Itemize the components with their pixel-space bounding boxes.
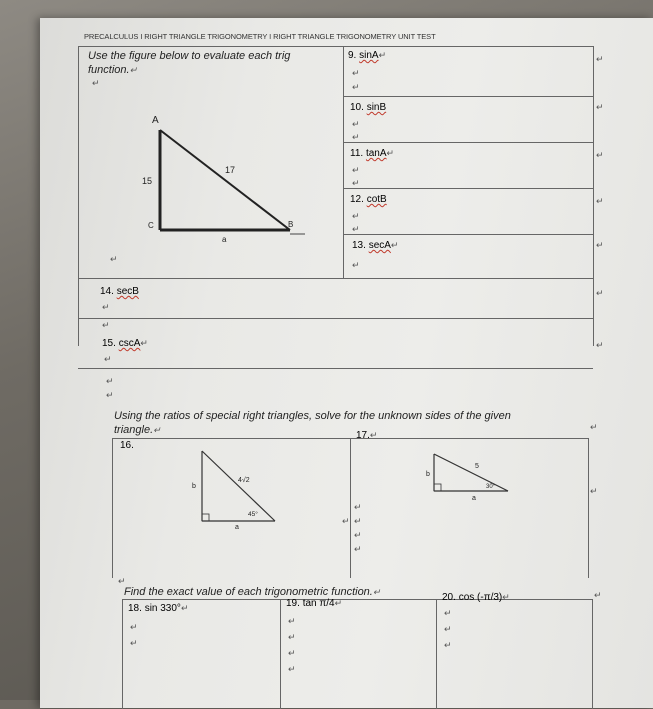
return-mark: ↵ — [444, 608, 452, 618]
instruction-1b: function.↵ — [88, 64, 138, 76]
vertex-a-label: A — [152, 115, 159, 126]
row-divider-13 — [78, 278, 593, 279]
return-mark: ↵ — [102, 320, 110, 330]
instruction-3: Find the exact value of each trigonometric function.↵ — [124, 586, 381, 598]
table3-left-border — [122, 599, 123, 709]
return-mark: ↵ — [444, 624, 452, 634]
return-mark: ↵ — [130, 622, 138, 632]
return-mark: ↵ — [352, 224, 360, 234]
return-mark: ↵ — [342, 516, 350, 526]
return-mark: ↵ — [352, 132, 360, 142]
question-19: 19. tan π/4↵ — [286, 598, 343, 609]
question-18: 18. sin 330°↵ — [128, 603, 189, 614]
return-mark: ↵ — [590, 486, 598, 496]
page-header: PRECALCULUS I RIGHT TRIANGLE TRIGONOMETRY I RIGHT TRIANGLE TRIGONOMETRY UNIT TEST — [84, 32, 436, 41]
question-13: 13. secA↵ — [352, 240, 399, 251]
return-mark: ↵ — [352, 68, 360, 78]
return-mark: ↵ — [104, 354, 112, 364]
row-divider-10 — [343, 142, 593, 143]
instruction-2: Using the ratios of special right triangles, solve for the unknown sides of the given — [114, 410, 511, 422]
return-mark: ↵ — [118, 576, 126, 586]
return-mark: ↵ — [288, 616, 296, 626]
return-mark: ↵ — [288, 664, 296, 674]
return-mark: ↵ — [596, 340, 604, 350]
table3-top-border — [122, 599, 592, 600]
return-mark: ↵ — [352, 165, 360, 175]
table2-mid-divider — [350, 438, 351, 578]
return-mark: ↵ — [288, 648, 296, 658]
return-mark: ↵ — [106, 390, 114, 400]
angle-45-label: 45° — [248, 511, 258, 518]
question-17-number: 17.↵ — [356, 430, 378, 441]
return-mark: ↵ — [352, 82, 360, 92]
return-mark: ↵ — [92, 78, 100, 88]
return-mark: ↵ — [288, 632, 296, 642]
return-mark: ↵ — [352, 119, 360, 129]
return-mark: ↵ — [102, 302, 110, 312]
return-mark: ↵ — [596, 102, 604, 112]
triangle-30-figure — [420, 446, 520, 506]
table3-divider-2 — [436, 599, 437, 709]
vertex-c-label: C — [148, 221, 154, 230]
triangle-figure-abc — [130, 110, 310, 252]
question-16-number: 16. — [120, 440, 134, 451]
table1-top-border — [78, 46, 593, 47]
table1-left-border — [78, 46, 79, 346]
table2-right-border — [588, 438, 589, 578]
return-mark: ↵ — [354, 502, 362, 512]
return-mark: ↵ — [354, 544, 362, 554]
side-a-label-16: a — [235, 524, 239, 531]
side-a-label-17: a — [472, 495, 476, 502]
return-mark: ↵ — [596, 150, 604, 160]
question-9: 9. sinA↵ — [348, 50, 387, 61]
instruction-1: Use the figure below to evaluate each trig — [88, 50, 291, 62]
question-20: 20. cos (-π/3)↵ — [442, 592, 510, 603]
vertex-b-label: B — [288, 220, 294, 229]
side-15-label: 15 — [142, 176, 153, 186]
return-mark: ↵ — [596, 240, 604, 250]
return-mark: ↵ — [352, 260, 360, 270]
table3-divider-1 — [280, 599, 281, 709]
row-divider-9 — [343, 96, 593, 97]
row-divider-15 — [78, 368, 593, 369]
return-mark: ↵ — [590, 422, 598, 432]
row-divider-12 — [343, 234, 593, 235]
return-mark: ↵ — [596, 54, 604, 64]
question-11: 11. tanA↵ — [350, 148, 395, 159]
side-17-label: 17 — [225, 165, 236, 175]
side-hyp-label-17: 5 — [475, 463, 479, 470]
table3-right-border — [592, 599, 593, 709]
return-mark: ↵ — [596, 288, 604, 298]
row-divider-14 — [78, 318, 593, 319]
question-12: 12. cotB — [350, 194, 387, 205]
angle-30-label: 30° — [486, 484, 496, 490]
question-14: 14. secB — [100, 286, 139, 297]
question-10: 10. sinB — [350, 102, 387, 113]
side-hyp-label-16: 4√2 — [238, 477, 250, 484]
return-mark: ↵ — [594, 590, 602, 600]
table2-left-border — [112, 438, 113, 578]
return-mark: ↵ — [596, 196, 604, 206]
return-mark: ↵ — [354, 530, 362, 540]
return-mark: ↵ — [110, 254, 118, 264]
side-b-label-17: b — [426, 471, 430, 478]
return-mark: ↵ — [352, 211, 360, 221]
row-divider-11 — [343, 188, 593, 189]
worksheet-page — [40, 18, 653, 708]
instruction-2b: triangle.↵ — [114, 424, 161, 436]
triangle-45-figure — [190, 446, 290, 536]
side-a-label: a — [222, 235, 227, 244]
question-15: 15. cscA↵ — [102, 338, 148, 349]
table1-right-border — [593, 46, 594, 346]
side-b-label-16: b — [192, 483, 196, 490]
return-mark: ↵ — [130, 638, 138, 648]
table1-mid-divider — [343, 46, 344, 278]
return-mark: ↵ — [354, 516, 362, 526]
return-mark: ↵ — [444, 640, 452, 650]
return-mark: ↵ — [352, 178, 360, 188]
return-mark: ↵ — [106, 376, 114, 386]
